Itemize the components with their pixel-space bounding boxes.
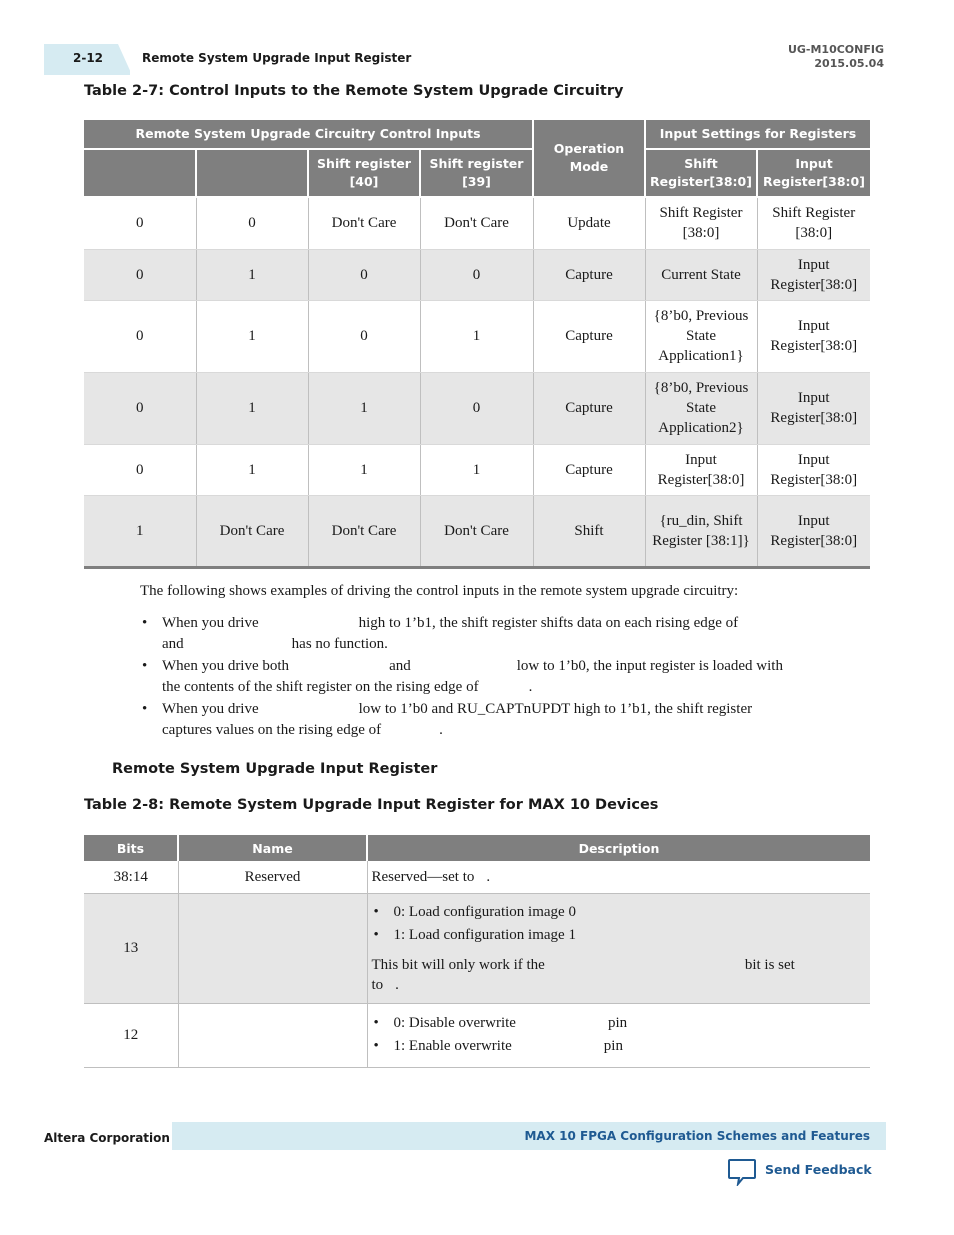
bullet-text: has no function.: [291, 635, 388, 652]
table-cell: Input Register[38:0]: [757, 495, 870, 567]
bullet-text: high to 1’b1, the shift register shifts data on each rising edge of: [358, 615, 739, 631]
subheader-shift-register: Shift Register[38:0]: [645, 149, 757, 197]
table-cell: Input Register[38:0]: [757, 444, 870, 495]
section-heading: Remote System Upgrade Input Register: [112, 761, 438, 777]
bullet-dot-icon: •: [373, 904, 379, 920]
list-item: [372, 901, 867, 924]
table-cell: 1: [196, 300, 308, 372]
table-cell: Input Register[38:0]: [757, 372, 870, 444]
table-row: [84, 444, 870, 495]
bits-cell: 13: [84, 893, 178, 1003]
table-row: [84, 372, 870, 444]
table-cell: Update: [533, 197, 645, 249]
bullet-text: and: [162, 635, 184, 652]
table-row: [84, 1003, 870, 1067]
group-header-input-settings: Input Settings for Registers: [645, 120, 870, 149]
name-cell: [178, 1003, 367, 1067]
page-tab-notch: [118, 44, 132, 75]
table-cell: 0: [84, 197, 196, 249]
description-text: .: [486, 868, 491, 885]
table-cell: 1: [196, 249, 308, 300]
table-cell: Current State: [645, 249, 757, 300]
input-register-table: [84, 835, 870, 1068]
table-row: [84, 893, 870, 1003]
description-note: [372, 955, 867, 995]
bullet-text: captures values on the rising edge of: [162, 721, 382, 738]
description-text: Reserved—set to: [371, 868, 475, 885]
table-cell: 0: [420, 249, 533, 300]
table-cell: {ru_din, Shift Register [38:1]}: [645, 495, 757, 567]
list-item: [140, 656, 860, 697]
table-cell: Capture: [533, 249, 645, 300]
table-cell: Shift Register [38:0]: [757, 197, 870, 249]
bullet-text: When you drive: [162, 701, 259, 717]
page-number: 2-12: [73, 51, 104, 65]
list-item: [140, 613, 860, 654]
doc-id-block: [788, 43, 884, 71]
table-cell: Capture: [533, 444, 645, 495]
table-cell: Don't Care: [308, 495, 420, 567]
bullet-text: low to 1’b0, the input register is loaded with: [516, 658, 783, 674]
control-inputs-table: [84, 120, 870, 569]
header-name: Name: [178, 835, 367, 861]
bullet-text: .: [528, 678, 533, 695]
header-operation-mode: Operation Mode: [533, 120, 645, 197]
bullet-text: the contents of the shift register on the rising edge of: [162, 678, 479, 695]
bullet-dot-icon: •: [142, 615, 148, 631]
table-cell: Capture: [533, 300, 645, 372]
table1-caption: Table 2-7: Control Inputs to the Remote System Upgrade Circuitry: [84, 83, 624, 99]
description-text: .: [395, 977, 399, 993]
table-cell: Shift: [533, 495, 645, 567]
doc-id: UG-M10CONFIG: [787, 43, 884, 56]
table-cell: Shift Register [38:0]: [645, 197, 757, 249]
description-text: 1: Load configuration image 1: [393, 927, 576, 943]
table-row: [84, 861, 870, 893]
bullet-dot-icon: •: [373, 927, 379, 943]
table-cell: {8’b0, Previous State Application1}: [645, 300, 757, 372]
description-text: pin: [607, 1015, 628, 1031]
table-cell: 1: [308, 444, 420, 495]
table-cell: Input Register[38:0]: [645, 444, 757, 495]
table-cell: 0: [308, 249, 420, 300]
table-cell: 0: [308, 300, 420, 372]
description-text: 0: Disable overwrite: [393, 1015, 516, 1031]
table-cell: Input Register[38:0]: [757, 249, 870, 300]
bullet-text: and: [389, 658, 411, 674]
description-text: 0: Load configuration image 0: [393, 904, 576, 920]
description-text: 1: Enable overwrite: [393, 1038, 512, 1054]
footer-doc-title-link[interactable]: MAX 10 FPGA Configuration Schemes and Features: [524, 1129, 870, 1143]
bullet-text: .: [439, 721, 443, 738]
table-cell: 1: [420, 300, 533, 372]
table-cell: 1: [196, 372, 308, 444]
bits-cell: 12: [84, 1003, 178, 1067]
intro-paragraph: The following shows examples of driving the control inputs in the remote system upgrade circuitry:: [140, 583, 739, 599]
bullet-text: low to 1’b0 and RU_CAPTnUPDT high to 1’b1, the shift register: [358, 701, 753, 717]
list-item: [372, 1012, 867, 1035]
table-cell: Don't Care: [420, 197, 533, 249]
table-cell: 0: [84, 300, 196, 372]
description-text: to: [371, 977, 384, 993]
description-cell: [367, 893, 870, 1003]
subheader-shift-40: Shift register [40]: [308, 149, 420, 197]
bullet-dot-icon: •: [373, 1038, 379, 1054]
subheader-col2: [196, 149, 308, 197]
table-cell: 0: [84, 444, 196, 495]
description-list: [372, 1012, 867, 1058]
description-text: This bit will only work if the: [371, 957, 545, 973]
table-row: [84, 197, 870, 249]
table-row: [84, 300, 870, 372]
subheader-shift-39: Shift register [39]: [420, 149, 533, 197]
table-cell: 1: [196, 444, 308, 495]
table-cell: Don't Care: [308, 197, 420, 249]
table-cell: 1: [308, 372, 420, 444]
table-cell: 1: [420, 444, 533, 495]
table-row: [84, 249, 870, 300]
header-bits: Bits: [84, 835, 178, 861]
table-row: [84, 495, 870, 567]
bits-cell: 38:14: [84, 861, 178, 893]
subheader-input-register: Input Register[38:0]: [757, 149, 870, 197]
bullet-list: [140, 613, 860, 742]
table-cell: {8’b0, Previous State Application2}: [645, 372, 757, 444]
table-cell: 0: [420, 372, 533, 444]
group-header-control-inputs: Remote System Upgrade Circuitry Control Inputs: [84, 120, 533, 149]
list-item: [372, 924, 867, 947]
table-cell: 0: [84, 372, 196, 444]
description-text: bit is set: [744, 957, 795, 973]
footer-company: Altera Corporation: [44, 1131, 170, 1145]
bullet-dot-icon: •: [142, 701, 148, 717]
table-cell: Don't Care: [420, 495, 533, 567]
description-cell: [367, 1003, 870, 1067]
name-cell: [178, 893, 367, 1003]
bullet-text: When you drive both: [162, 658, 290, 674]
bullet-dot-icon: •: [142, 658, 148, 674]
running-head: Remote System Upgrade Input Register: [142, 51, 412, 65]
table-cell: Input Register[38:0]: [757, 300, 870, 372]
table2-caption: Table 2-8: Remote System Upgrade Input Register for MAX 10 Devices: [84, 797, 659, 813]
table-cell: 1: [84, 495, 196, 567]
send-feedback-link[interactable]: Send Feedback: [765, 1162, 872, 1177]
table-cell: Capture: [533, 372, 645, 444]
description-text: pin: [603, 1038, 623, 1054]
header-description: Description: [367, 835, 870, 861]
list-item: [140, 699, 860, 740]
bullet-text: When you drive: [162, 615, 259, 631]
subheader-col1: [84, 149, 196, 197]
bullet-dot-icon: •: [373, 1015, 379, 1031]
doc-date: 2015.05.04: [814, 57, 884, 70]
table-cell: 0: [84, 249, 196, 300]
table-cell: Don't Care: [196, 495, 308, 567]
table-cell: 0: [196, 197, 308, 249]
description-list: [372, 901, 867, 947]
name-cell: Reserved: [178, 861, 367, 893]
list-item: [372, 1035, 867, 1058]
description-cell: [367, 861, 870, 893]
feedback-icon[interactable]: [727, 1158, 757, 1186]
